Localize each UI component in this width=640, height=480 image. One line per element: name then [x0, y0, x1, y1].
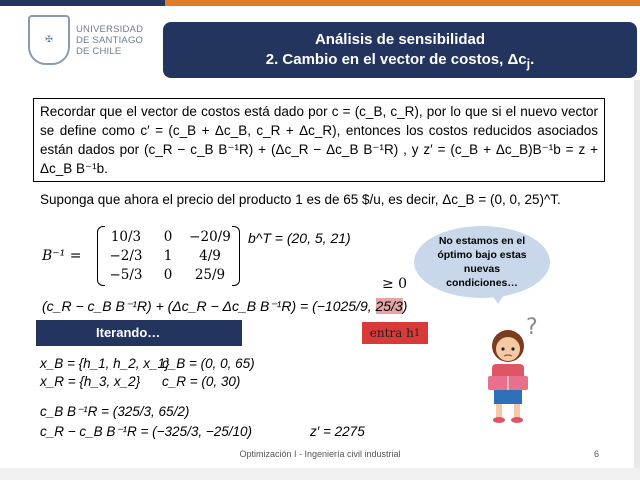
matrix-label: B⁻¹ = [42, 248, 82, 264]
new-objective-value: z′ = 2275 [310, 424, 365, 439]
iterate-label-box: Iterando… [36, 320, 242, 346]
enter-variable-text: entra h [369, 326, 414, 340]
enter-variable-box [362, 322, 428, 344]
b-transpose: b^T = (20, 5, 21) [248, 230, 351, 246]
speech-bubble: No estamos en el óptimo bajo estas nuevas condiciones… [414, 226, 550, 298]
speech-bubble-tail [490, 292, 506, 304]
university-name-line3: DE CHILE [76, 45, 122, 57]
cB-vector: c_B = (0, 0, 65) [162, 356, 255, 371]
geq-zero-note: ≥ 0 [382, 276, 408, 292]
right-scroll-strip[interactable] [634, 80, 640, 480]
matrix-cell: −20/9 [189, 229, 231, 245]
question-mark-icon: ? [526, 316, 538, 340]
slide-title: Análisis de sensibilidad [314, 31, 486, 48]
bottom-bar [0, 468, 640, 480]
cR-vector: c_R = (0, 30) [162, 374, 241, 389]
university-name-line2: DE SANTIAGO [76, 34, 144, 46]
top-orange-stripe [165, 0, 640, 6]
xR-set: x_R = {h_3, x_2} [40, 374, 141, 389]
matrix-cell: 4/9 [199, 248, 221, 264]
matrix-cell: 25/9 [194, 267, 226, 283]
university-seal-icon: ✠ [28, 15, 70, 65]
reduced-cost-text: (c_R − c_B B⁻¹R) + (Δc_R − Δc_B B⁻¹R) = (−1025/9, [42, 298, 376, 314]
university-name-line1: UNIVERSIDAD [76, 23, 144, 35]
matrix-cell: 1 [163, 248, 173, 264]
slide-title-box [163, 22, 637, 78]
slide-footer: Optimización I - Ingeniería civil industrial [239, 449, 401, 459]
matrix-right-bracket [232, 226, 240, 286]
page-number: 6 [594, 449, 600, 459]
slide-subtitle-end: . [530, 51, 535, 68]
slide-subtitle-subscript: j [526, 57, 531, 71]
matrix-row-3 [105, 267, 231, 283]
reduced-cost-highlight: 25/3 [375, 298, 403, 314]
slide-subtitle [163, 50, 637, 74]
xB-set: x_B = {h_1, h_2, x_1} [40, 356, 170, 371]
cB-Binv-R: c_B B⁻¹R = (325/3, 65/2) [40, 404, 190, 419]
matrix-cell: 10/3 [110, 229, 142, 245]
suppose-text: Suponga que ahora el precio del producto 1 es de 65 $/u, es decir, Δc_B = (0, 0, 25)^T. [40, 192, 561, 207]
matrix-cell: −2/3 [109, 248, 143, 264]
reduced-cost-line [42, 298, 407, 315]
matrix-row-1 [105, 229, 231, 245]
matrix-row-2 [105, 248, 231, 264]
matrix-left-bracket [97, 226, 105, 286]
reduced-cost-end: ) [402, 298, 408, 314]
matrix-cell: −5/3 [109, 267, 143, 283]
matrix-cell: 0 [163, 229, 173, 245]
new-reduced-costs: c_R − c_B B⁻¹R = (−325/3, −25/10) [40, 424, 252, 439]
university-name [76, 24, 143, 57]
matrix-cell: 0 [163, 267, 173, 283]
enter-variable-subscript: 1 [413, 327, 421, 339]
slide-subtitle-text: 2. Cambio en el vector de costos, Δc [265, 51, 527, 68]
university-logo [28, 10, 158, 70]
thinking-girl-illustration [478, 316, 552, 426]
reminder-box: Recordar que el vector de costos está dado por c = (c_B, c_R), por lo que si el nuevo vector se define como c′ = (c_B + Δc_B, c_R + Δc_R), entonces los costos reducidos asociados están dados por (c_R − c_B B⁻¹R) + (Δc_R − Δc_B B⁻¹R) , y z′ = (c_B + Δc_B)B⁻¹b = z + Δc_B B⁻¹b. [33, 98, 605, 182]
